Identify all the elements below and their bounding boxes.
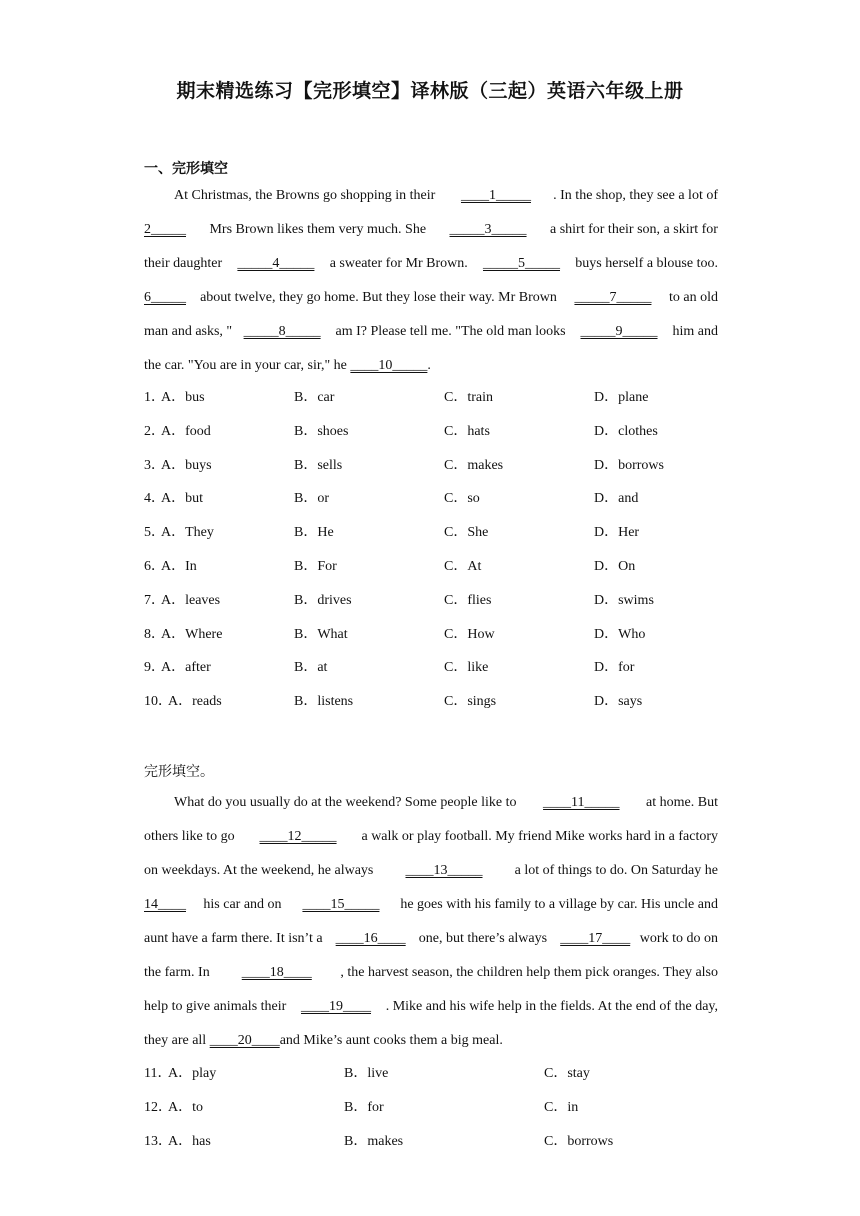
question-number: 4． — [144, 491, 165, 507]
passage-text: aunt have a farm there. It isn’t a — [144, 931, 327, 946]
passage-line — [144, 315, 718, 349]
answer-option[interactable]: D．for — [594, 660, 635, 676]
answer-option[interactable]: A．bus — [161, 390, 205, 405]
answer-blank: 14____ — [144, 897, 186, 912]
passage-text: on weekdays. At the weekend, he always — [144, 863, 377, 878]
answer-option[interactable]: D．and — [594, 491, 639, 507]
section2-heading: 完形填空。 — [144, 764, 214, 780]
section1-passage — [144, 179, 718, 383]
answer-option[interactable]: C．She — [444, 525, 489, 541]
answer-option[interactable]: C．At — [444, 559, 482, 574]
answer-option[interactable]: C．borrows — [544, 1133, 614, 1149]
passage-text: buys herself a blouse too. — [571, 256, 718, 271]
question-row — [144, 381, 744, 415]
answer-option[interactable]: D．Her — [594, 525, 640, 541]
question-number: 9． — [144, 660, 165, 676]
answer-option[interactable]: B．sells — [294, 457, 343, 473]
answer-option[interactable]: B．drives — [294, 592, 352, 608]
answer-option[interactable]: D．clothes — [594, 423, 658, 439]
passage-text: the car. "You are in your car, sir," he — [144, 358, 351, 373]
answer-option[interactable]: A．to — [168, 1099, 203, 1115]
passage-line — [144, 213, 718, 247]
question-number: 8． — [144, 626, 165, 642]
answer-option[interactable]: B．listens — [294, 694, 354, 710]
answer-option[interactable]: D．borrows — [594, 457, 664, 473]
question-row — [144, 685, 744, 719]
passage-line — [144, 922, 718, 956]
answer-option[interactable]: A．In — [161, 559, 197, 574]
answer-option[interactable]: B．at — [294, 660, 328, 676]
answer-option[interactable]: D．On — [594, 559, 636, 574]
answer-blank: ____16____ — [335, 931, 406, 946]
passage-text: their daughter — [144, 256, 226, 271]
passage-text: others like to go — [144, 829, 239, 844]
question-number: 6． — [144, 559, 165, 574]
answer-blank: 2_____ — [144, 222, 186, 237]
answer-blank: ____1_____ — [460, 188, 531, 203]
passage-text: the farm. In — [144, 965, 214, 980]
passage-text: and Mike’s aunt cooks them a big meal. — [279, 1033, 503, 1048]
answer-blank: ____10_____ — [350, 358, 428, 373]
passage-line — [144, 281, 718, 315]
answer-option[interactable]: A．has — [168, 1133, 211, 1149]
answer-option[interactable]: C．flies — [444, 592, 492, 608]
passage-line — [144, 956, 718, 990]
question-number: 11． — [144, 1066, 172, 1081]
passage-text: . — [427, 358, 431, 373]
answer-option[interactable]: B．live — [344, 1066, 389, 1081]
answer-blank: _____8_____ — [243, 324, 321, 339]
answer-blank: ____11_____ — [543, 795, 620, 810]
question-row — [144, 618, 744, 652]
answer-blank: ____20____ — [209, 1033, 280, 1048]
passage-text: he goes with his family to a village by car. His uncle and — [396, 897, 718, 912]
answer-blank: ____15_____ — [302, 897, 380, 912]
answer-option[interactable]: C．train — [444, 390, 493, 405]
answer-option[interactable]: D．plane — [594, 390, 649, 405]
answer-option[interactable]: A．buys — [161, 457, 212, 473]
passage-text: At Christmas, the Browns go shopping in their — [174, 188, 439, 203]
question-number: 2． — [144, 423, 165, 439]
answer-option[interactable]: A．after — [161, 660, 211, 676]
passage-text: What do you usually do at the weekend? Some people like to — [174, 795, 521, 810]
answer-blank: ____19____ — [301, 999, 371, 1014]
passage-text: . Mike and his wife help in the fields. At the end of the day, — [385, 999, 718, 1014]
answer-option[interactable]: A．They — [161, 525, 214, 541]
answer-blank: 6_____ — [144, 290, 186, 305]
page-title: 期末精选练习【完形填空】译林版（三起）英语六年级上册 — [176, 80, 684, 102]
section1-heading: 一、完形填空 — [144, 161, 228, 177]
answer-blank: _____5_____ — [483, 256, 560, 271]
answer-blank: ____18____ — [241, 965, 312, 980]
answer-option[interactable]: C．sings — [444, 694, 497, 710]
answer-option[interactable]: A．but — [161, 491, 203, 507]
answer-option[interactable]: C．How — [444, 626, 495, 642]
answer-option[interactable]: B．He — [294, 525, 334, 541]
answer-option[interactable]: C．hats — [444, 423, 490, 439]
question-row — [144, 584, 744, 618]
passage-text: am I? Please tell me. "The old man looks — [332, 324, 570, 339]
answer-option[interactable]: D．Who — [594, 626, 646, 642]
passage-text: work to do on — [639, 931, 718, 946]
passage-line — [144, 1024, 718, 1058]
answer-option[interactable]: A．play — [168, 1066, 217, 1081]
passage-text: a lot of things to do. On Saturday he — [511, 863, 718, 878]
passage-line — [144, 349, 718, 383]
answer-blank: _____7_____ — [574, 290, 652, 305]
passage-text: man and asks, " — [144, 324, 233, 339]
question-row — [144, 516, 744, 550]
question-row — [144, 449, 744, 483]
question-number: 1． — [144, 390, 165, 405]
answer-option[interactable]: B．shoes — [294, 423, 349, 439]
passage-text: about twelve, they go home. But they lose their way. Mr Brown — [200, 290, 561, 305]
answer-blank: _____9_____ — [580, 324, 658, 339]
answer-option[interactable]: C．stay — [544, 1066, 590, 1081]
answer-option[interactable]: B．makes — [344, 1133, 404, 1149]
answer-option[interactable]: B．What — [294, 626, 348, 642]
passage-text: him and — [668, 324, 718, 339]
question-number: 12． — [144, 1099, 172, 1115]
question-number: 3． — [144, 457, 165, 473]
passage-line — [144, 179, 718, 213]
answer-option[interactable]: C．in — [544, 1099, 579, 1115]
question-number: 10． — [144, 694, 172, 710]
question-number: 5． — [144, 525, 165, 541]
answer-blank: ____12_____ — [259, 829, 337, 844]
passage-text: , the harvest season, the children help them pick oranges. They also — [340, 965, 718, 980]
passage-line — [144, 854, 718, 888]
question-row — [144, 1091, 744, 1125]
answer-option[interactable]: A．leaves — [161, 592, 221, 608]
answer-blank: _____3_____ — [449, 222, 527, 237]
answer-option[interactable]: B．for — [344, 1099, 384, 1115]
passage-text: at home. But — [642, 795, 718, 810]
passage-text: help to give animals their — [144, 999, 287, 1014]
question-row — [144, 550, 744, 584]
answer-option[interactable]: D．swims — [594, 592, 654, 608]
answer-option[interactable]: A．reads — [168, 694, 222, 710]
question-row — [144, 1125, 744, 1159]
answer-option[interactable]: D．says — [594, 694, 643, 710]
passage-text: they are all — [144, 1033, 210, 1048]
passage-line — [144, 820, 718, 854]
answer-blank: ____13_____ — [405, 863, 483, 878]
question-row — [144, 482, 744, 516]
passage-text: a walk or play football. My friend Mike works hard in a factory — [357, 829, 718, 844]
answer-option[interactable]: C．like — [444, 660, 489, 676]
passage-text: a sweater for Mr Brown. — [326, 256, 472, 271]
question-row — [144, 1057, 744, 1091]
answer-option[interactable]: A．Where — [161, 626, 223, 642]
answer-option[interactable]: B．car — [294, 390, 335, 405]
passage-text: his car and on — [203, 897, 286, 912]
passage-text: Mrs Brown likes them very much. She — [205, 222, 430, 237]
answer-option[interactable]: C．makes — [444, 457, 504, 473]
question-row — [144, 651, 744, 685]
passage-line — [144, 786, 718, 820]
passage-text: to an old — [665, 290, 718, 305]
question-number: 7． — [144, 592, 165, 608]
answer-option[interactable]: B．For — [294, 559, 337, 574]
passage-text: one, but there’s always — [415, 931, 551, 946]
section2-passage — [144, 786, 718, 1058]
answer-option[interactable]: B．or — [294, 491, 329, 507]
answer-blank: _____4_____ — [237, 256, 315, 271]
question-row — [144, 415, 744, 449]
passage-text: a shirt for their son, a skirt for — [546, 222, 718, 237]
answer-blank: ____17____ — [560, 931, 631, 946]
answer-option[interactable]: A．food — [161, 423, 211, 439]
passage-line — [144, 990, 718, 1024]
question-number: 13． — [144, 1133, 172, 1149]
passage-text: . In the shop, they see a lot of — [553, 188, 718, 203]
passage-line — [144, 888, 718, 922]
answer-option[interactable]: C．so — [444, 491, 480, 507]
passage-line — [144, 247, 718, 281]
